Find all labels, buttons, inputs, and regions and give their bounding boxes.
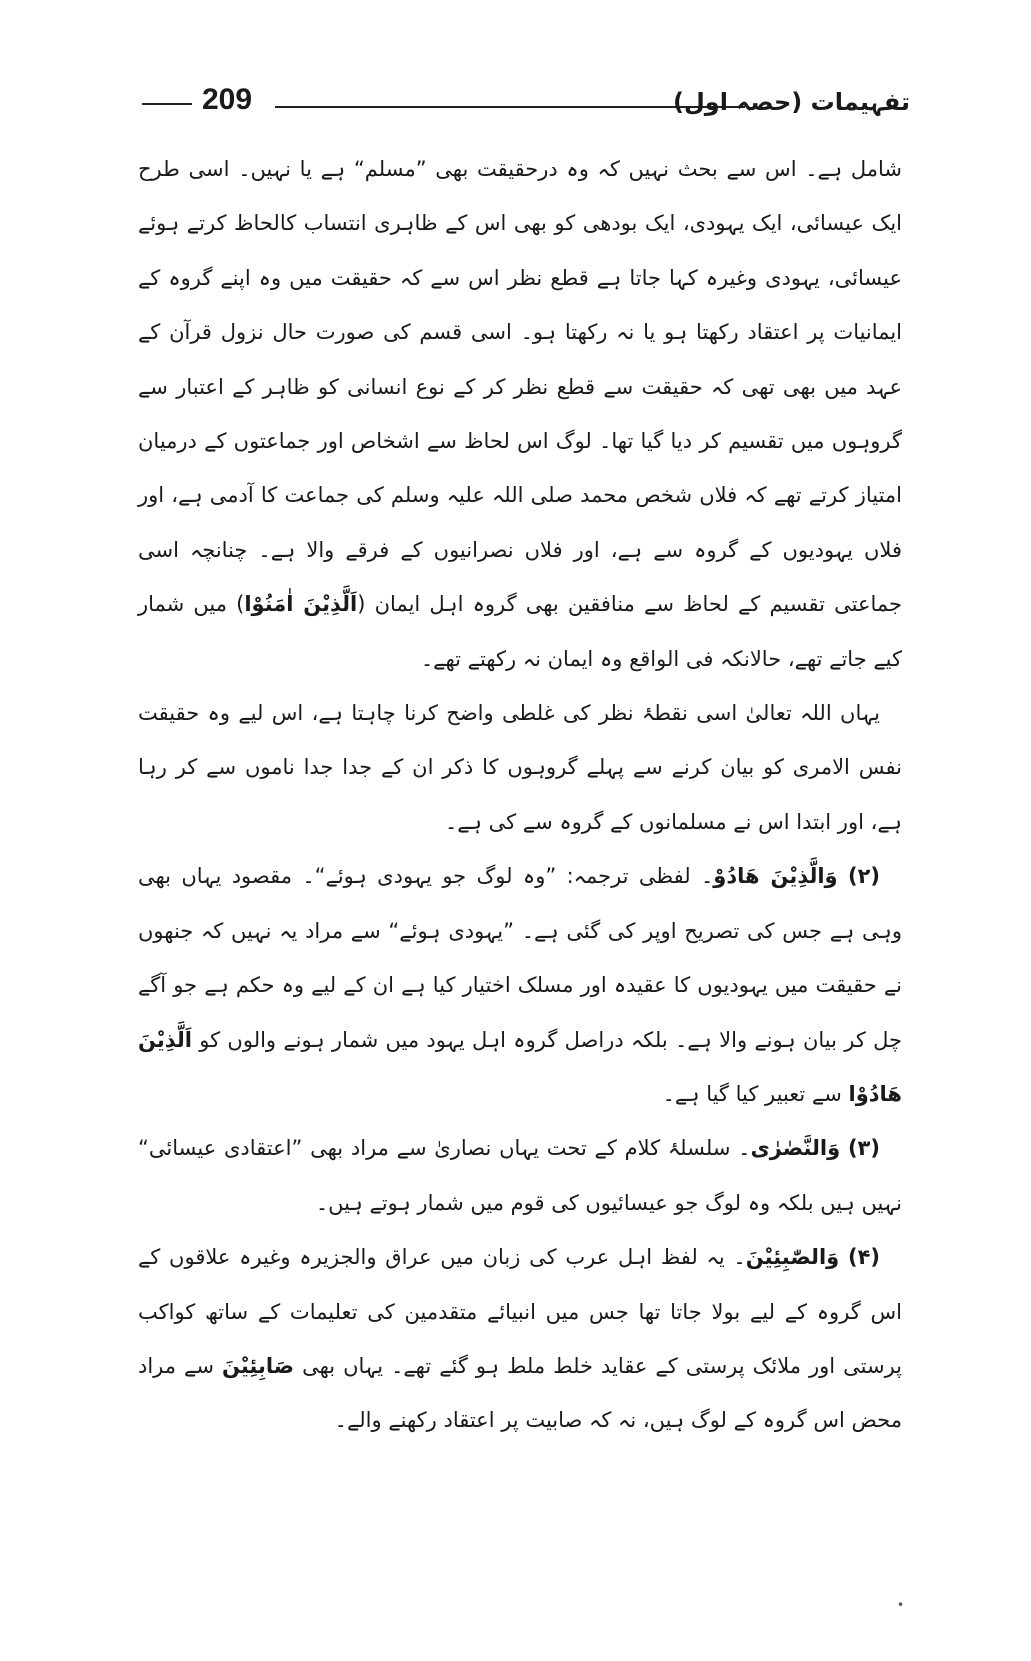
item-number: (۴): [847, 1245, 880, 1270]
body-text: [138, 142, 902, 1448]
page-header: [130, 82, 910, 130]
page-number: 209: [202, 83, 253, 116]
paragraph-4: [138, 1121, 902, 1230]
quranic-term: وَالصّٰبِئِیْنَ: [745, 1245, 840, 1270]
running-title: تفہیمات (حصہ اول): [673, 88, 910, 116]
paragraph-text: ۔ لفظی ترجمہ: ”وہ لوگ جو یہودی ہوئے“۔ مقصود یہاں بھی وہی ہے جس کی تصریح اوپر کی گئی ہے۔ ”یہودی ہوئے“ سے مراد یہ نہیں کہ جنھوں نے حقیقت میں یہودیوں کا عقیدہ اور مسلک اختیار کیا ہے ان کے لیے وہ حکم ہے جو آگے چل کر بیان ہونے والا ہے۔ بلکہ دراصل گروہ اہل یہود میں شمار ہونے والوں کو: [138, 864, 902, 1052]
paragraph-text: ) میں شمار کیے جاتے تھے، حالانکہ فی الواقع وہ ایمان نہ رکھتے تھے۔: [138, 592, 902, 671]
paragraph-3: [138, 849, 902, 1121]
paragraph-2: [138, 686, 902, 849]
quranic-term: صَابِئِیْنَ: [221, 1353, 295, 1378]
paragraph-text: یہاں اللہ تعالیٰ اسی نقطۂ نظر کی غلطی واضح کرنا چاہتا ہے، اس لیے وہ حقیقت نفس الامری کو بیان کرنے سے پہلے گروہوں کا ذکر ان کے جدا جدا ناموں سے کر رہا ہے، اور ابتدا اس نے مسلمانوں کے گروہ سے کی ہے۔: [138, 701, 902, 834]
paragraph-text: سے مراد محض اس گروہ کے لوگ ہیں، نہ کہ صابیت پر اعتقاد رکھنے والے۔: [138, 1353, 902, 1433]
quranic-term: اَلَّذِیْنَ اٰمَنُوْا: [244, 592, 358, 617]
item-number: (۳): [847, 1136, 880, 1161]
paragraph-text: سے تعبیر کیا گیا ہے۔: [662, 1081, 842, 1106]
paragraph-text: ۔ یہ لفظ اہل عرب کی زبان میں عراق والجزیرہ وغیرہ علاقوں کے اس گروہ کے لیے بولا جاتا تھا جس میں انبیائے متقدمین کی تعلیمات کے ساتھ کواکب پرستی اور ملائک پرستی کے عقاید خلط ملط ہو گئے تھے۔ یہاں بھی: [138, 1245, 902, 1378]
quranic-term: وَالَّذِیْنَ ھَادُوْ: [713, 864, 838, 889]
ink-speck: •: [897, 1598, 905, 1612]
quranic-term: وَالنَّصٰرٰی: [750, 1136, 841, 1161]
paragraph-1: [138, 142, 902, 686]
item-number: (۲): [847, 864, 880, 889]
quranic-term: اَلَّذِیْنَ ھَادُوْا: [138, 1027, 902, 1106]
header-rule-left: [142, 103, 192, 105]
paragraph-text: شامل ہے۔ اس سے بحث نہیں کہ وہ درحقیقت بھی ”مسلم“ ہے یا نہیں۔ اسی طرح ایک عیسائی، ایک یہودی، ایک بودھی کو بھی اس کے ظاہری انتساب کالحاظ کرتے ہوئے عیسائی، یہودی وغیرہ کہا جاتا ہے قطع نظر اس سے کہ حقیقت میں وہ اپنے گروہ کے ایمانیات پر اعتقاد رکھتا ہو یا نہ رکھتا ہو۔ اسی قسم کی صورت حال نزول قرآن کے عہد میں بھی تھی کہ حقیقت سے قطع نظر کر کے نوع انسانی کو ظاہر کے اعتبار سے گروہوں میں تقسیم کر دیا گیا تھا۔ لوگ اس لحاظ سے اشخاص اور جماعتوں کے درمیان امتیاز کرتے تھے کہ فلاں شخص محمد صلی اللہ علیہ وسلم کی جماعت کا آدمی ہے، اور فلاں یہودیوں کے گروہ سے ہے، اور فلاں نصرانیوں کے فرقے والا ہے۔ چنانچہ اسی جماعتی تقسیم کے لحاظ سے منافقین بھی گروہ اہل ایمان (: [138, 157, 903, 617]
paragraph-5: [138, 1230, 902, 1448]
paragraph-text: ۔ سلسلۂ کلام کے تحت یہاں نصاریٰ سے مراد بھی ”اعتقادی عیسائی“ نہیں ہیں بلکہ وہ لوگ جو عیسائیوں کی قوم میں شمار ہوتے ہیں۔: [138, 1136, 902, 1215]
